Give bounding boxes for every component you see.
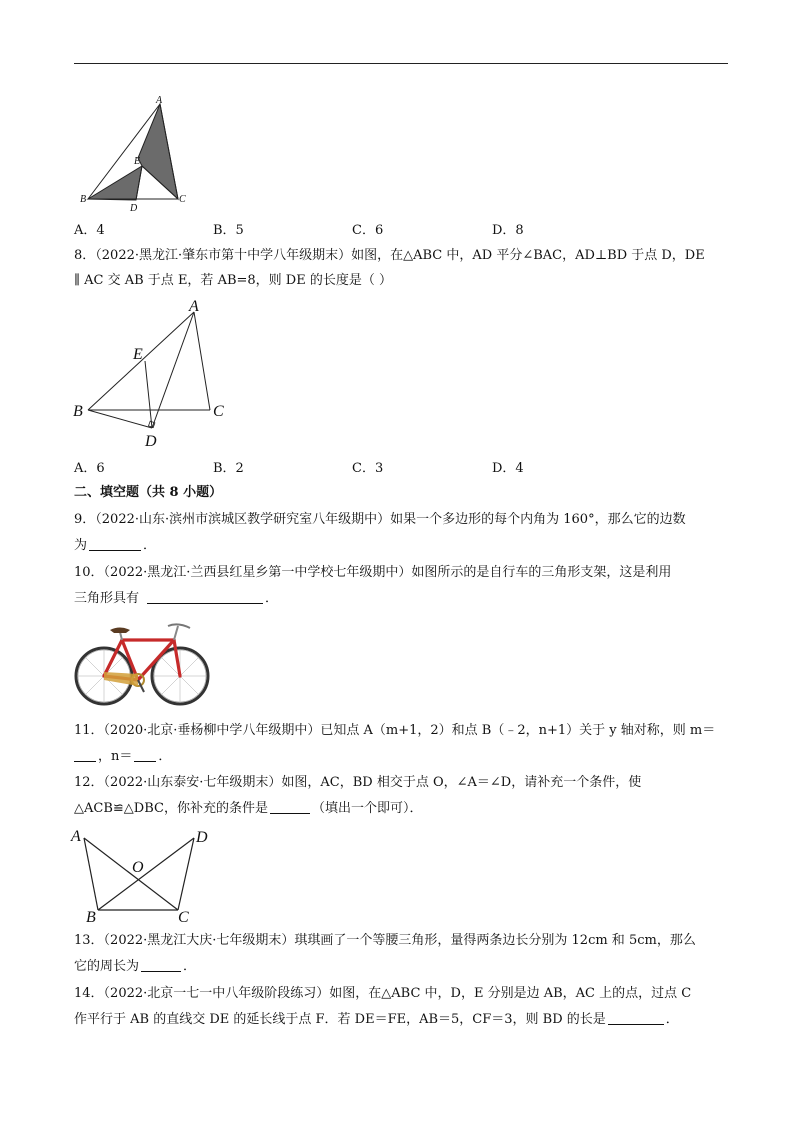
- q12-answer-blank[interactable]: [270, 801, 310, 814]
- q12-question-line1: 12．（2022·山东泰安·七年级期末）如图，AC，BD 相交于点 O，∠A＝∠D，请补充一个条件，使: [74, 775, 642, 790]
- q8-seg-ad: [152, 312, 194, 428]
- q7-option-a[interactable]: A．4: [74, 223, 105, 238]
- q9-prefix: 为: [74, 538, 88, 553]
- header-rule: [74, 63, 728, 64]
- q10-question-line1: 10．（2022·黑龙江·兰西县红星乡第一中学校七年级期中）如图所示的是自行车的三角形支架，这是利用: [74, 565, 672, 580]
- q7-label-c: C: [179, 194, 186, 205]
- q13-question-line2: [74, 958, 196, 976]
- q9-question-line1: 9．（2022·山东·滨州市滨城区教学研究室八年级期中）如果一个多边形的每个内角为 160°，那么它的边数: [74, 512, 686, 527]
- q10-answer-blank[interactable]: [147, 591, 263, 604]
- q12-seg-db: [98, 838, 194, 910]
- q8-label-d: D: [145, 433, 157, 450]
- q13-suffix: ．: [183, 959, 197, 974]
- q13-answer-blank[interactable]: [141, 959, 181, 972]
- q14-answer-blank[interactable]: [608, 1012, 664, 1025]
- q8-label-e: E: [133, 346, 143, 363]
- q12-seg-ab: [84, 838, 98, 910]
- q8-seg-ed: [145, 361, 152, 428]
- q8-label-a: A: [189, 298, 199, 315]
- section-title: 二、填空题（共 8 小题）: [74, 485, 223, 500]
- q12-label-a: A: [71, 828, 81, 845]
- q11-m-answer-blank[interactable]: [74, 749, 96, 762]
- q8-label-c: C: [213, 403, 224, 420]
- q11-suffix: ．: [158, 749, 172, 764]
- q8-question-line2: ∥ AC 交 AB 于点 E，若 AB=8，则 DE 的长度是（ ）: [74, 273, 392, 288]
- q13-prefix: 它的周长为: [74, 959, 140, 974]
- bicycle-chainguard: [104, 672, 138, 686]
- q7-options: [74, 219, 674, 237]
- q11-question-line2: [74, 748, 171, 766]
- q7-option-b[interactable]: B．5: [213, 223, 244, 238]
- q7-option-c[interactable]: C．6: [352, 223, 384, 238]
- q7-label-d: D: [130, 203, 138, 212]
- q11-n-answer-blank[interactable]: [134, 749, 156, 762]
- q14-suffix: ．: [665, 1012, 679, 1027]
- bicycle-saddle: [110, 628, 130, 634]
- q7-shaded-left: [88, 166, 142, 200]
- q12-prefix: △ACB≌△DBC，你补充的条件是: [74, 801, 268, 816]
- q8-side-ac: [194, 312, 210, 410]
- q8-option-d[interactable]: D．4: [492, 461, 524, 476]
- q7-triangle-figure: [78, 94, 198, 212]
- q11-question-line1: 11．（2020·北京·垂杨柳中学八年级期中）已知点 A（m+1，2）和点 B（﹣2，n+1）关于 y 轴对称，则 m＝: [74, 723, 716, 738]
- q12-crossed-triangles-figure: [66, 824, 216, 924]
- q8-seg-bd: [88, 410, 152, 428]
- q10-question-line2: [74, 590, 278, 608]
- q12-seg-ac: [84, 838, 178, 910]
- q8-question-line1: 8．（2022·黑龙江·肇东市第十中学八年级期末）如图，在△ABC 中，AD 平分∠BAC，AD⊥BD 于点 D，DE: [74, 248, 705, 263]
- q10-suffix: ．: [265, 591, 279, 606]
- q8-option-c[interactable]: C．3: [352, 461, 384, 476]
- q14-question-line1: 14．（2022·北京一七一中八年级阶段练习）如图，在△ABC 中，D，E 分别是边 AB，AC 上的点，过点 C: [74, 986, 692, 1001]
- q9-suffix: ．: [143, 538, 157, 553]
- q12-label-d: D: [196, 829, 208, 846]
- q11-n-label: ，n＝: [98, 749, 133, 764]
- bicycle-picture: [72, 616, 212, 711]
- q8-option-b[interactable]: B．2: [213, 461, 244, 476]
- q8-options: [74, 457, 674, 475]
- q12-label-o: O: [132, 859, 144, 876]
- q12-label-c: C: [178, 909, 189, 924]
- q9-answer-blank[interactable]: [89, 538, 141, 551]
- q7-shaded-right: [138, 104, 178, 199]
- q8-triangle-figure: [70, 298, 240, 454]
- q9-question-line2: [74, 537, 156, 555]
- q7-label-a: A: [156, 95, 163, 106]
- q7-label-b: B: [80, 194, 87, 205]
- q10-prefix: 三角形具有: [74, 591, 140, 606]
- q14-prefix: 作平行于 AB 的直线交 DE 的延长线于点 F．若 DE＝FE，AB＝5，CF＝3，则 BD 的长是: [74, 1012, 606, 1027]
- q12-suffix: （填出一个即可）．: [311, 801, 423, 816]
- q12-label-b: B: [86, 909, 96, 924]
- q8-label-b: B: [73, 403, 83, 420]
- q14-question-line2: [74, 1011, 679, 1029]
- q12-question-line2: [74, 800, 422, 818]
- q7-label-e: E: [134, 156, 141, 167]
- q7-option-d[interactable]: D．8: [492, 223, 524, 238]
- q13-question-line1: 13．（2022·黑龙江大庆·七年级期末）琪琪画了一个等腰三角形，量得两条边长分别为 12cm 和 5cm，那么: [74, 933, 696, 948]
- q8-option-a[interactable]: A．6: [74, 461, 105, 476]
